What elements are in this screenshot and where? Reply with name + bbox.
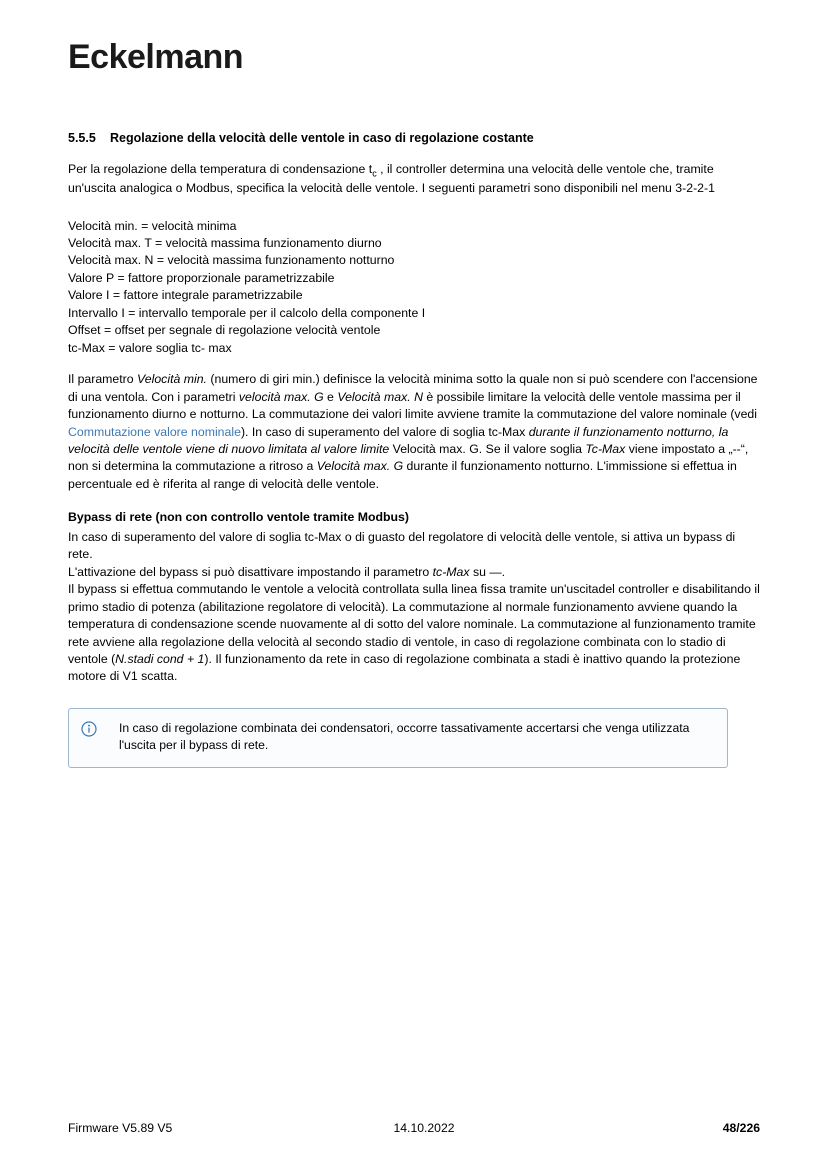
company-logo: Eckelmann — [68, 38, 244, 76]
intro-subscript: c — [372, 168, 377, 179]
page-footer — [68, 1121, 760, 1135]
info-icon — [81, 721, 97, 737]
list-item: Velocità max. T = velocità massima funzionamento diurno — [68, 236, 382, 250]
list-item: Valore I = fattore integrale parametrizzabile — [68, 288, 303, 303]
bypass-line-3-part2: ). Il funzionamento da rete in caso di regolazione combinata a stadi è inattivo quando la protezione motore di V1 scatta. — [68, 651, 741, 684]
info-note-box — [68, 708, 728, 768]
info-note-text: In caso di regolazione combinata dei condensatori, occorre tassativamente accertarsi che venga utilizzata l'uscita per il bypass di rete. — [119, 720, 690, 753]
text-run: viene impostato a „--“, non si determina la commutazione a ritroso a — [68, 441, 749, 474]
emphasis-velocita-max-g-2: Velocità max. G — [316, 459, 404, 474]
bypass-paragraph — [68, 529, 760, 686]
list-item: tc-Max = valore soglia tc- max — [68, 340, 232, 355]
text-run: e — [323, 389, 338, 404]
emphasis-n-stadi-cond: N.stadi cond + 1 — [115, 651, 205, 666]
emphasis-velocita-max-n: Velocità max. N — [337, 389, 423, 404]
text-run: ). In caso di superamento del valore di soglia tc-Max — [240, 424, 529, 439]
bypass-heading: Bypass di rete (non con controllo ventole tramite Modbus) — [68, 510, 409, 525]
intro-paragraph — [68, 161, 760, 198]
text-run: Il parametro — [68, 372, 138, 387]
section-number: 5.5.5 — [68, 131, 96, 145]
section-title-text: Regolazione della velocità delle ventole in caso di regolazione costante — [110, 131, 534, 145]
text-run: Velocità max. G. Se il valore soglia — [389, 441, 586, 456]
emphasis-tc-max-2: tc-Max — [432, 564, 470, 579]
list-item: Velocità min. = velocità minima — [68, 218, 237, 233]
emphasis-velocita-min: Velocità min. — [137, 372, 207, 387]
footer-firmware: Firmware V5.89 V5 — [68, 1121, 173, 1135]
intro-text-part2: , il controller determina una velocità delle ventole che, tramite un'uscita analogica o Modbus, specifica la velocità delle ventole. I seguenti parametri sono disponibili nel menu 3-2-2-1 — [68, 161, 715, 196]
bypass-line-3-part1: Il bypass si effettua commutando le ventole a velocità controllata sulla linea fissa tramite un'uscitadel controller e disabilitando il primo stadio di potenza (abilitazione regolatore di velocità). La commutazione al normale funzionamento avviene quando la temperatura di condensazione scende nuovamente al di sotto del valore nominale. La commutazione al funzionamento tramite rete avviene alla regolazione della velocità al secondo stadio di ventole, in caso di regolazione combinata con lo stadio di ventole ( — [68, 582, 760, 666]
list-item: Velocità max. N = velocità massima funzionamento notturno — [68, 253, 395, 268]
list-item: Valore P = fattore proporzionale parametrizzabile — [68, 270, 335, 285]
emphasis-notturno: durante il funzionamento notturno, la velocità delle ventole viene di nuovo limitata al valore limite — [68, 424, 729, 456]
footer-date: 14.10.2022 — [393, 1121, 455, 1135]
footer-page-number: 48/226 — [722, 1121, 760, 1135]
document-content — [68, 130, 760, 768]
parameter-list — [68, 218, 760, 358]
cross-reference-link[interactable]: Commutazione valore nominale — [68, 424, 241, 439]
intro-text-part1: Per la regolazione della temperatura di condensazione t — [68, 161, 373, 176]
text-run: durante il funzionamento notturno. L'immissione si effettua in percentuale ed è riferita al range di velocità delle ventole. — [68, 459, 737, 491]
description-paragraph — [68, 371, 760, 493]
bypass-line-1: In caso di superamento del valore di soglia tc-Max o di guasto del regolatore di velocità delle ventole, si attiva un bypass di rete. — [68, 529, 736, 562]
emphasis-velocita-max-g: velocità max. G — [238, 389, 324, 404]
section-heading — [68, 130, 760, 147]
emphasis-tc-max: Tc-Max — [585, 441, 626, 456]
list-item: Intervallo I = intervallo temporale per il calcolo della componente I — [68, 305, 426, 320]
list-item: Offset = offset per segnale di regolazione velocità ventole — [68, 323, 381, 338]
text-run: (numero di giri min.) definisce la velocità minima sotto la quale non si può scendere con l'accensione di una ventola. Con i parametri — [68, 372, 758, 404]
bypass-line-2-part1: L'attivazione del bypass si può disattivare impostando il parametro — [68, 564, 433, 579]
bypass-line-2-part2: su —. — [469, 564, 506, 579]
text-run: è possibile limitare la velocità delle ventole massima per il funzionamento diurno e notturno. La commutazione dei valori limite avviene tramite la commutazione del valore nominale (vedi — [68, 389, 757, 422]
